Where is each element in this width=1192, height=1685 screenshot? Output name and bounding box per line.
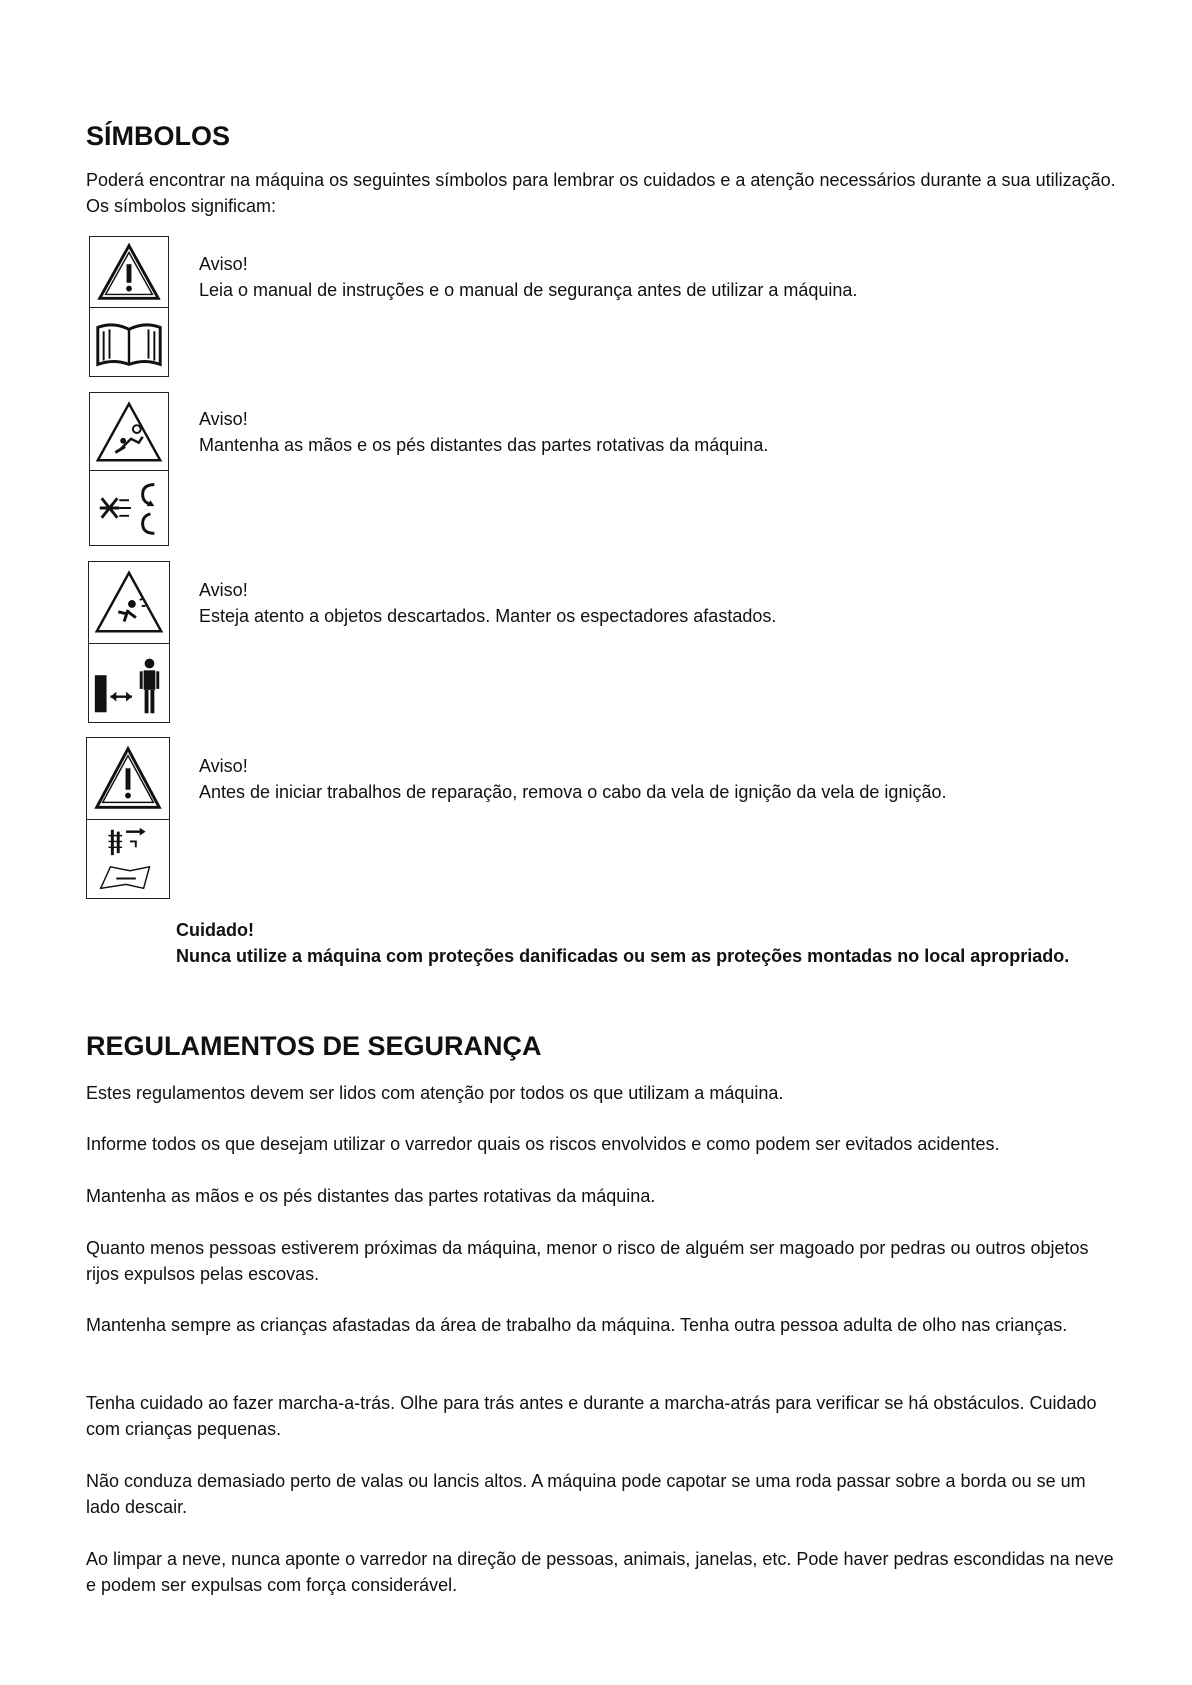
safety-paragraph: Ao limpar a neve, nunca aponte o varredor na direção de pessoas, animais, janelas, etc. Pode haver pedras escondidas na neve e podem ser expulsas com força considerável. bbox=[86, 1549, 1114, 1595]
safety-paragraph: Tenha cuidado ao fazer marcha-a-trás. Olhe para trás antes e durante a marcha-atrás para verificar se há obstáculos. Cuidado com crianças pequenas. bbox=[86, 1393, 1097, 1439]
safety-title: REGULAMENTOS DE SEGURANÇA bbox=[86, 1031, 542, 1061]
symbol-text-3 bbox=[199, 577, 1099, 629]
symbol-panel-rotating-parts bbox=[89, 392, 169, 546]
symbol-text-2 bbox=[199, 406, 1099, 458]
spark-plug-manual-icon bbox=[87, 819, 169, 900]
warning-triangle-icon bbox=[90, 237, 168, 308]
safety-paragraph: Não conduza demasiado perto de valas ou lancis altos. A máquina pode capotar se uma roda passar sobre a borda ou se um lado descair. bbox=[86, 1471, 1086, 1517]
safety-paragraph: Mantenha as mãos e os pés distantes das partes rotativas da máquina. bbox=[86, 1186, 656, 1206]
safety-paragraph: Mantenha sempre as crianças afastadas da área de trabalho da máquina. Tenha outra pessoa adulta de olho nas crianças. bbox=[86, 1315, 1068, 1335]
symbol-description: Leia o manual de instruções e o manual de segurança antes de utilizar a máquina. bbox=[199, 280, 858, 300]
symbol-heading: Aviso! bbox=[199, 409, 248, 429]
keep-distance-bystander-icon bbox=[89, 643, 169, 724]
caution-heading: Cuidado! bbox=[176, 920, 254, 940]
hand-entanglement-warning-icon bbox=[90, 393, 168, 471]
manual-book-icon bbox=[90, 307, 168, 378]
rotating-parts-icon bbox=[90, 470, 168, 547]
symbols-intro: Poderá encontrar na máquina os seguintes símbolos para lembrar os cuidados e a atenção necessários durante a sua utilização. Os símbolos significam: bbox=[86, 170, 1116, 216]
symbols-title: SÍMBOLOS bbox=[86, 121, 231, 151]
warning-triangle-icon bbox=[87, 738, 169, 820]
symbol-text-4 bbox=[199, 753, 1099, 805]
symbol-description: Esteja atento a objetos descartados. Manter os espectadores afastados. bbox=[199, 606, 777, 626]
symbol-description: Mantenha as mãos e os pés distantes das partes rotativas da máquina. bbox=[199, 435, 769, 455]
symbol-description: Antes de iniciar trabalhos de reparação, remova o cabo da vela de ignição da vela de ignição. bbox=[199, 782, 947, 802]
safety-paragraph: Estes regulamentos devem ser lidos com atenção por todos os que utilizam a máquina. bbox=[86, 1083, 784, 1103]
caution-note bbox=[176, 917, 1076, 969]
symbol-panel-read-manual bbox=[89, 236, 169, 377]
symbol-panel-spark-plug bbox=[86, 737, 170, 899]
symbol-heading: Aviso! bbox=[199, 756, 248, 776]
safety-paragraph: Quanto menos pessoas estiverem próximas da máquina, menor o risco de alguém ser magoado por pedras ou outros objetos rijos expulsos pelas escovas. bbox=[86, 1238, 1089, 1284]
caution-text: Nunca utilize a máquina com proteções danificadas ou sem as proteções montadas no local apropriado. bbox=[176, 946, 1070, 966]
symbol-heading: Aviso! bbox=[199, 580, 248, 600]
symbol-heading: Aviso! bbox=[199, 254, 248, 274]
safety-paragraph: Informe todos os que desejam utilizar o varredor quais os riscos envolvidos e como podem ser evitados acidentes. bbox=[86, 1134, 1000, 1154]
symbol-text-1 bbox=[199, 251, 1099, 303]
thrown-objects-warning-icon bbox=[89, 562, 169, 644]
symbol-panel-thrown-objects bbox=[88, 561, 170, 723]
